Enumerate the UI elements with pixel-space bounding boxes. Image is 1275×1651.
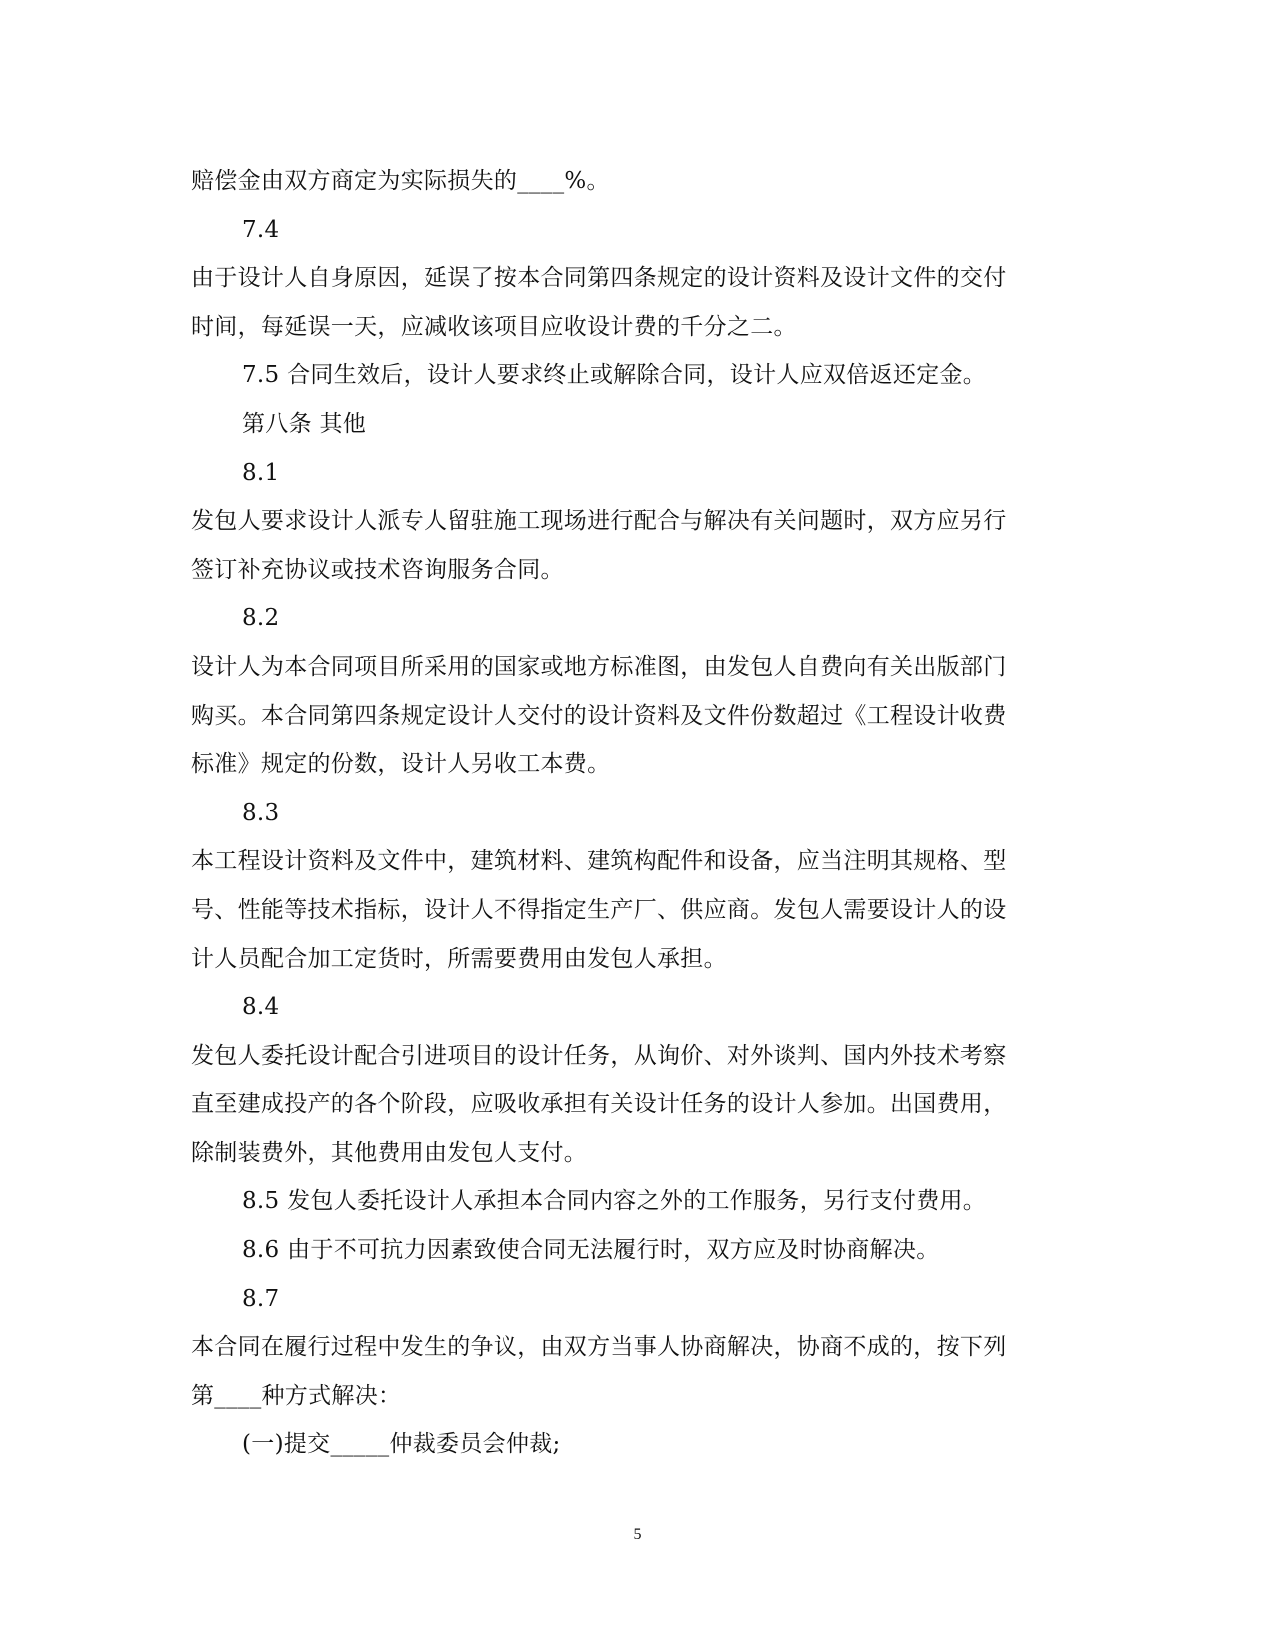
text-line: 赔偿金由双方商定为实际损失的____%。 <box>191 168 610 194</box>
text-line: 时间，每延误一天，应减收该项目应收设计费的千分之二。 <box>191 313 797 340</box>
clause-number: 8.7 <box>242 1285 280 1312</box>
text-line: 发包人委托设计配合引进项目的设计任务，从询价、对外谈判、国内外技术考察 <box>191 1042 1007 1069</box>
text-line: 签订补充协议或技术咨询服务合同。 <box>191 556 564 583</box>
text-line: 8.6 由于不可抗力因素致使合同无法履行时，双方应及时协商解决。 <box>242 1237 940 1264</box>
text-line: 本合同在履行过程中发生的争议，由双方当事人协商解决，协商不成的，按下列 <box>191 1334 1007 1361</box>
clause-number: 8.3 <box>242 799 280 826</box>
clause-number: 8.2 <box>242 605 280 632</box>
text-line: 7.5 合同生效后，设计人要求终止或解除合同，设计人应双倍返还定金。 <box>242 362 987 389</box>
text-line: 本工程设计资料及文件中，建筑材料、建筑构配件和设备，应当注明其规格、型 <box>191 848 1007 875</box>
page-number: 5 <box>633 1526 642 1543</box>
clause-number: 8.4 <box>242 994 280 1021</box>
section-heading: 第八条 其他 <box>242 410 367 437</box>
document-body <box>191 157 1071 1469</box>
text-line: 由于设计人自身原因，延误了按本合同第四条规定的设计资料及设计文件的交付 <box>191 265 1007 292</box>
text-line: 直至建成投产的各个阶段，应吸收承担有关设计任务的设计人参加。出国费用， <box>191 1091 1007 1118</box>
text-line: 计人员配合加工定货时，所需要费用由发包人承担。 <box>191 945 727 972</box>
text-line: 8.5 发包人委托设计人承担本合同内容之外的工作服务，另行支付费用。 <box>242 1188 987 1215</box>
text-line: 标准》规定的份数，设计人另收工本费。 <box>191 751 611 778</box>
text-line: 除制装费外，其他费用由发包人支付。 <box>191 1139 588 1166</box>
text-line: 发包人要求设计人派专人留驻施工现场进行配合与解决有关问题时，双方应另行 <box>191 508 1007 535</box>
text-line: 第____种方式解决： <box>191 1382 402 1409</box>
clause-number: 8.1 <box>242 459 280 486</box>
text-line: 购买。本合同第四条规定设计人交付的设计资料及文件份数超过《工程设计收费 <box>191 702 1007 729</box>
text-line: 号、性能等技术指标，设计人不得指定生产厂、供应商。发包人需要设计人的设 <box>191 896 1007 923</box>
text-line: (一)提交_____仲裁委员会仲裁; <box>242 1431 561 1458</box>
clause-number: 7.4 <box>242 216 280 243</box>
text-line: 设计人为本合同项目所采用的国家或地方标准图，由发包人自费向有关出版部门 <box>191 653 1007 680</box>
